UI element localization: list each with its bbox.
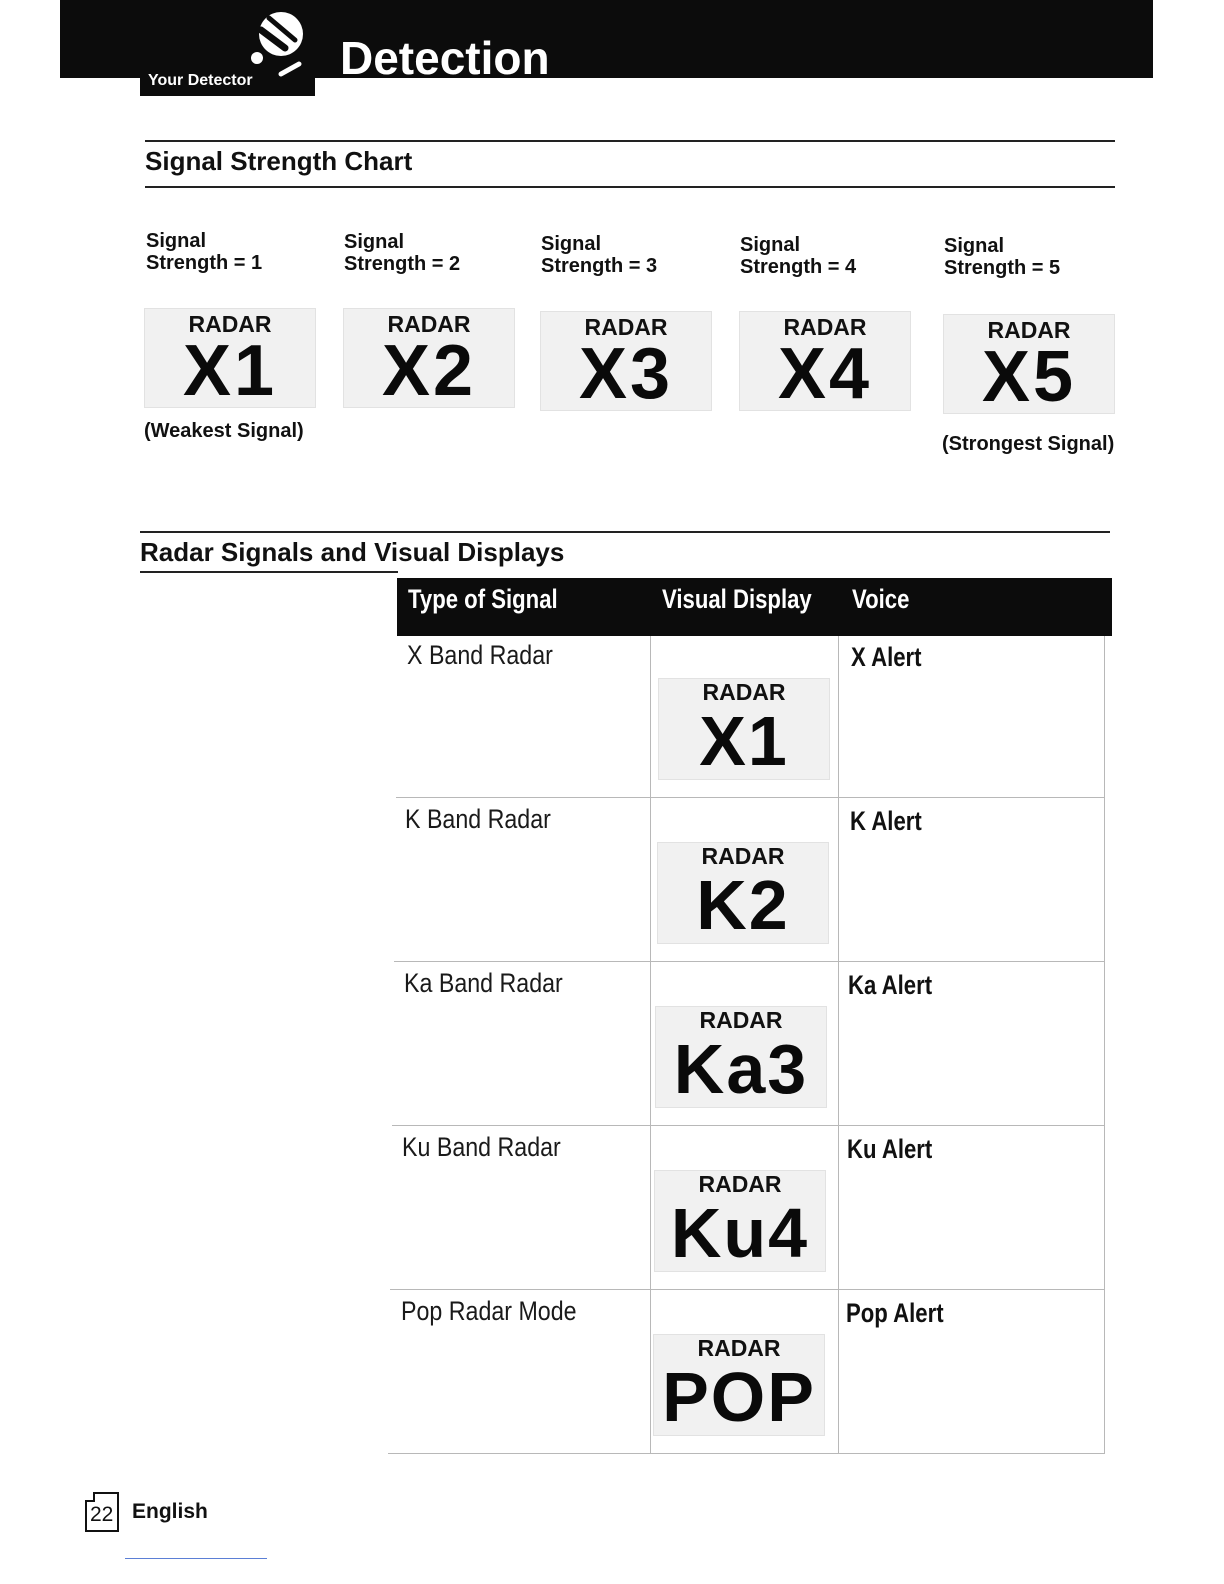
radar-code: POP xyxy=(662,1358,816,1436)
radar-word: RADAR xyxy=(699,1007,783,1033)
radar-word: RADAR xyxy=(987,317,1071,343)
column-divider xyxy=(650,636,651,1454)
signal-type: Ku Band Radar xyxy=(402,1132,561,1162)
section-rule xyxy=(140,571,398,573)
radar-display xyxy=(654,1170,826,1272)
row-divider xyxy=(396,797,1104,798)
signal-strength-heading: Signal Strength Chart xyxy=(145,146,413,176)
radar-word: RADAR xyxy=(387,311,471,337)
radar-code: K2 xyxy=(696,866,790,944)
radar-signals-heading: Radar Signals and Visual Displays xyxy=(140,537,565,567)
radar-code: X1 xyxy=(182,331,278,411)
radar-display xyxy=(739,311,911,414)
radar-display xyxy=(657,842,829,944)
row-divider xyxy=(394,961,1104,962)
radar-code: X3 xyxy=(578,334,674,414)
radar-display xyxy=(653,1334,825,1436)
radar-word: RADAR xyxy=(783,314,867,340)
strength-label: Signal Strength = 2 xyxy=(344,231,461,275)
radar-code: Ku4 xyxy=(670,1194,810,1272)
voice-alert: K Alert xyxy=(850,806,922,836)
row-divider xyxy=(390,1289,1104,1290)
radar-word: RADAR xyxy=(701,843,785,869)
row-divider xyxy=(392,1125,1104,1126)
voice-alert: Pop Alert xyxy=(846,1298,944,1328)
detector-logo-icon xyxy=(245,10,311,82)
radar-code: Ka3 xyxy=(673,1030,809,1108)
voice-alert: Ka Alert xyxy=(848,970,933,1000)
strongest-caption: (Strongest Signal) xyxy=(942,433,1115,455)
radar-word: RADAR xyxy=(584,314,668,340)
radar-display xyxy=(144,308,316,411)
radar-code: X5 xyxy=(981,337,1077,417)
radar-code: X4 xyxy=(777,334,873,414)
voice-alert: Ku Alert xyxy=(847,1134,933,1164)
signal-type: K Band Radar xyxy=(405,804,551,834)
signal-type: X Band Radar xyxy=(407,640,553,670)
signal-type: Pop Radar Mode xyxy=(401,1296,577,1326)
radar-code: X2 xyxy=(381,331,477,411)
radar-display xyxy=(540,311,712,414)
radar-display xyxy=(658,678,830,780)
radar-code: X1 xyxy=(699,702,789,780)
strength-label: Signal Strength = 4 xyxy=(740,234,857,278)
page-language: English xyxy=(132,1500,208,1523)
column-header-display: Visual Display xyxy=(662,584,812,614)
column-divider xyxy=(1104,636,1105,1454)
section-rule xyxy=(140,531,1110,533)
page-number: 22 xyxy=(90,1503,114,1526)
column-header-type: Type of Signal xyxy=(408,584,558,614)
voice-alert: X Alert xyxy=(851,642,922,672)
radar-word: RADAR xyxy=(698,1171,782,1197)
strength-label: Signal Strength = 3 xyxy=(541,233,658,277)
section-rule xyxy=(145,140,1115,142)
row-divider xyxy=(388,1453,1104,1454)
section-tab-label: Your Detector xyxy=(148,72,253,89)
signal-type: Ka Band Radar xyxy=(404,968,563,998)
section-rule xyxy=(145,186,1115,188)
strength-label: Signal Strength = 5 xyxy=(944,235,1061,279)
radar-display xyxy=(655,1006,827,1108)
column-divider xyxy=(838,636,839,1454)
radar-word: RADAR xyxy=(702,679,786,705)
strength-label: Signal Strength = 1 xyxy=(146,230,263,274)
weakest-caption: (Weakest Signal) xyxy=(144,420,304,442)
radar-display xyxy=(943,314,1115,417)
radar-word: RADAR xyxy=(697,1335,781,1361)
column-header-voice: Voice xyxy=(852,584,910,614)
radar-word: RADAR xyxy=(188,311,272,337)
page-title: Detection xyxy=(340,32,550,78)
radar-display xyxy=(343,308,515,411)
footer-line xyxy=(125,1558,267,1559)
